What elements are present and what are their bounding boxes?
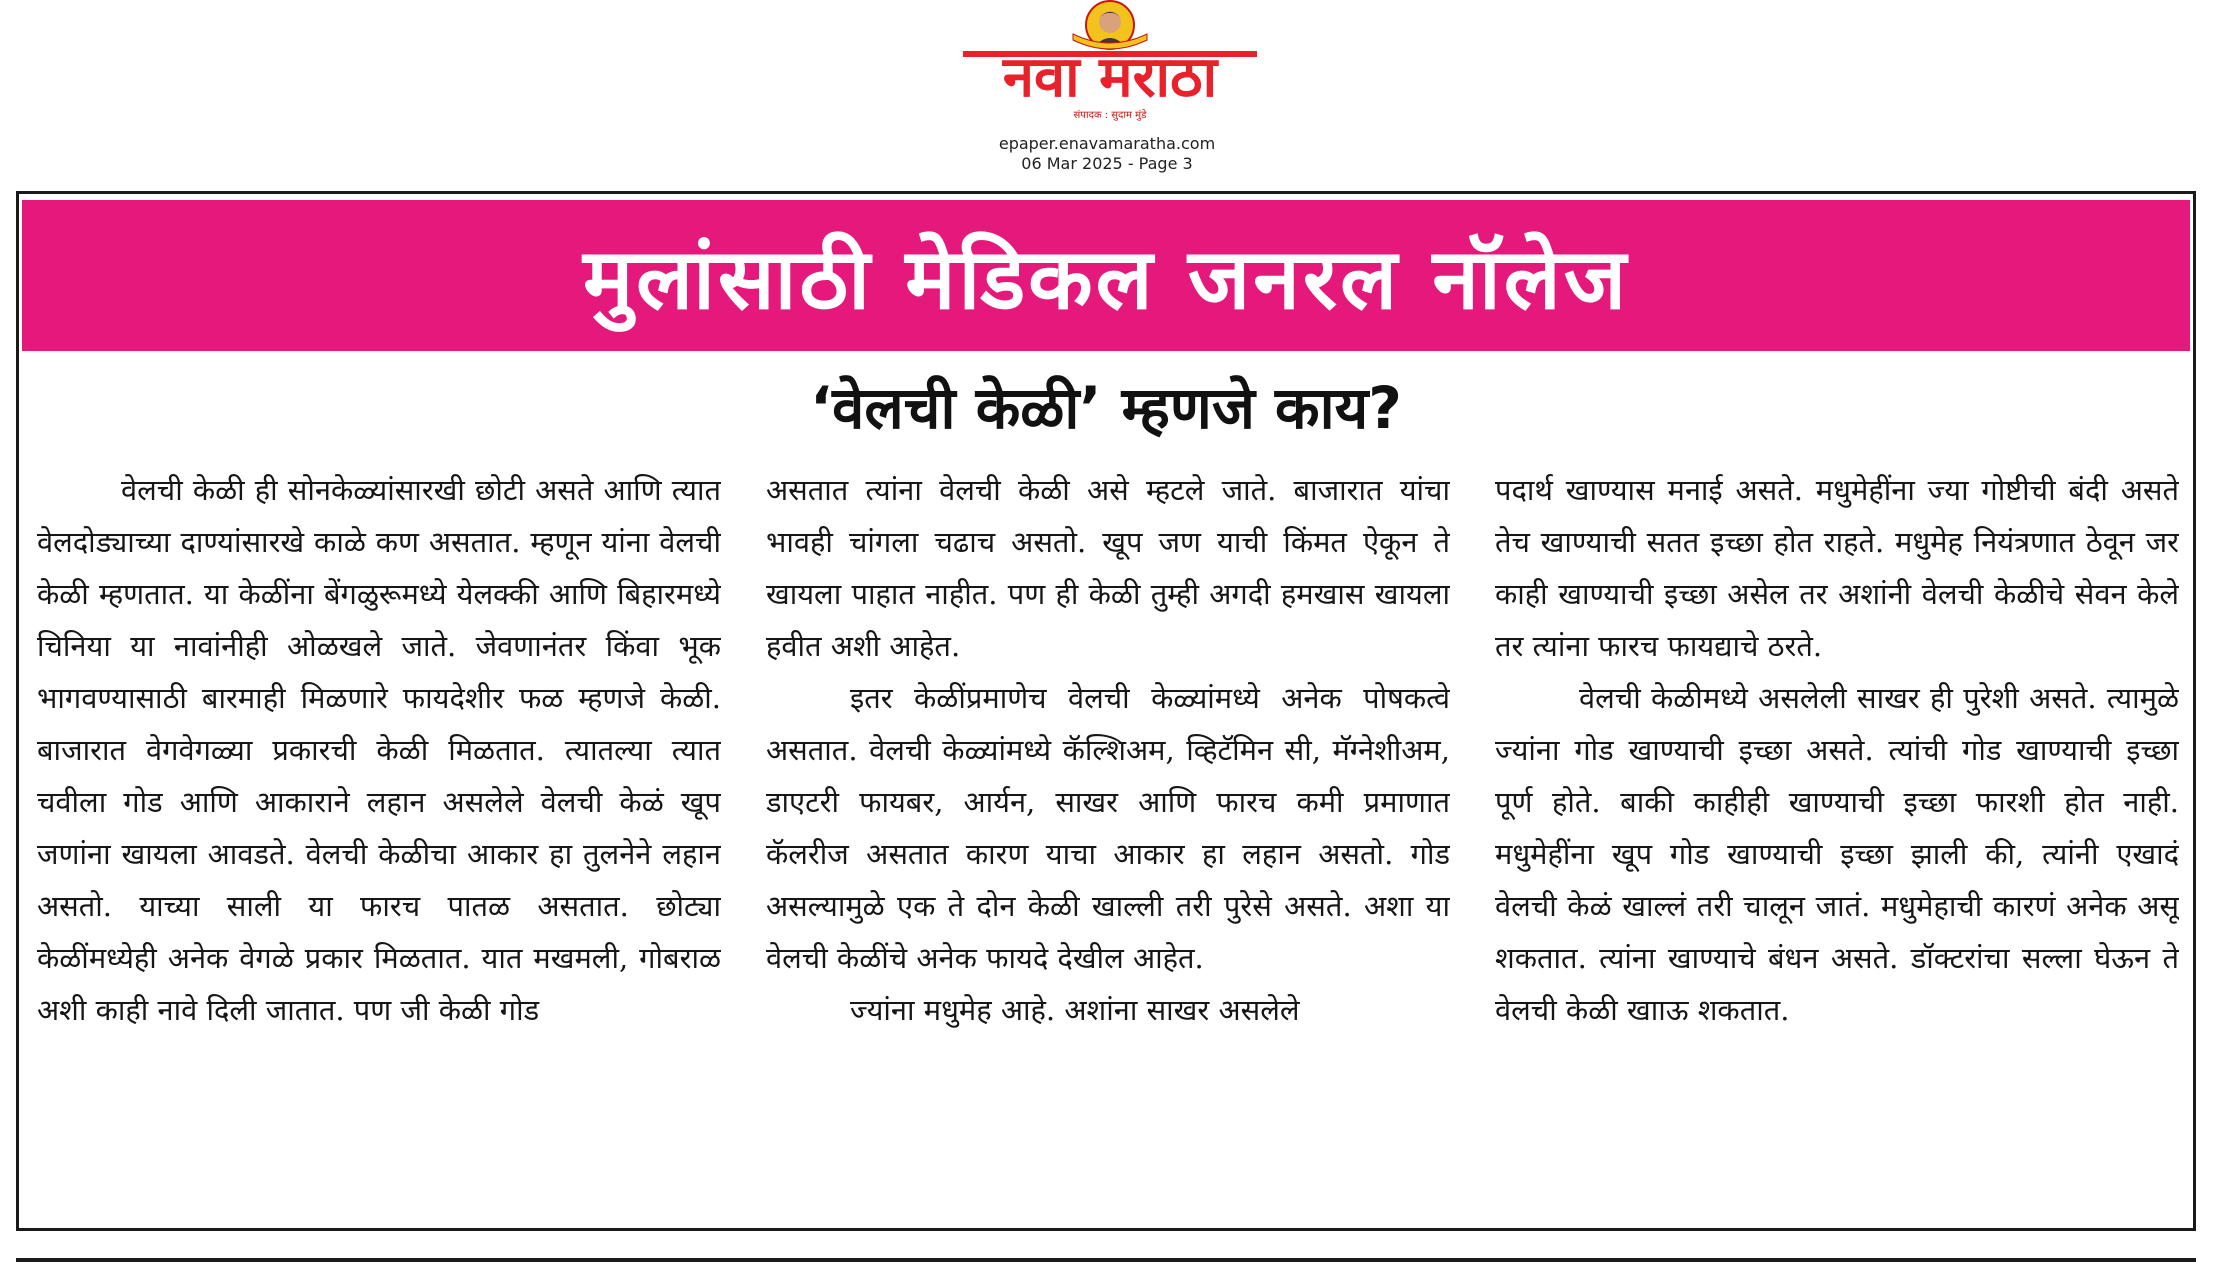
article-paragraph: ज्यांना मधुमेह आहे. अशांना साखर असलेले — [850, 993, 1300, 1027]
logo-wordmark: नवा मराठा — [1002, 45, 1218, 110]
logo-tagline: संपादक : सुदाम मुंडे — [1073, 110, 1147, 121]
epaper-url[interactable]: epaper.enavamaratha.com — [998, 134, 1216, 153]
article-column-1 — [37, 464, 721, 1224]
section-banner — [22, 200, 2190, 351]
article-paragraph: पदार्थ खाण्यास मनाई असते. मधुमेहींना ज्या गोष्टीची बंदी असते तेच खाण्याची सतत इच्छा होत राहते. मधुमेह नियंत्रणात ठेवून जर काही खाण्याची इच्छा असेल तर अशांनी वेलची केळीचे सेवन केले तर त्यांना फारच फायद्याचे ठरते. — [1495, 473, 2179, 663]
article-paragraph: वेलची केळीमध्ये असलेली साखर ही पुरेशी असते. त्यामुळे ज्यांना गोड खाण्याची इच्छा असते. त्यांची गोड खाण्याची इच्छा पूर्ण होते. बाकी काहीही खाण्याची इच्छा फारशी होत नाही. मधुमेहींना खूप गोड खाण्याची इच्छा झाली की, त्यांनी एखादं वेलची केळं खाल्लं तरी चालून जातं. मधुमेहाची कारणं अनेक असू शकतात. त्यांना खाण्याचे बंधन असते. डॉक्टरांचा सल्ला घेऊन ते वेलची केळी खााऊ शकतात. — [1495, 681, 2179, 1027]
navamaratha-logo[interactable] — [955, 0, 1265, 132]
article-paragraph: इतर केळींप्रमाणेच वेलची केळ्यांमध्ये अनेक पोषकत्वे असतात. वेलची केळ्यांमध्ये कॅल्शिअम, व्हिटॅमिन सी, मॅग्नेशीअम, डाएटरी फायबर, आर्यन, साखर आणि फारच कमी प्रमाणात कॅलरीज असतात कारण याचा आकार हा लहान असतो. गोड असल्यामुळे एक ते दोन केळी खाल्ली तरी पुरेसे असते. अशा या वेलची केळींचे अनेक फायदे देखील आहेत. — [766, 681, 1450, 975]
article-column-2 — [766, 464, 1450, 1224]
page-divider — [16, 1258, 2196, 1262]
issue-date-page: 06 Mar 2025 - Page 3 — [1021, 154, 1193, 173]
article-paragraph: असतात त्यांना वेलची केळी असे म्हटले जाते. बाजारात यांचा भावही चांगला चढाच असतो. खूप जण याची किंमत ऐकून ते खायला पाहात नाहीत. पण ही केळी तुम्ही अगदी हमखास खायला हवीत अशी आहेत. — [766, 473, 1450, 663]
article-body — [37, 464, 2179, 1224]
article-headline: ‘वेलची केळी’ म्हणजे काय? — [810, 374, 1402, 442]
section-title: मुलांसाठी मेडिकल जनरल नॉलेज — [582, 230, 1630, 328]
article-paragraph: वेलची केळी ही सोनकेळ्यांसारखी छोटी असते आणि त्यात वेलदोड्याच्या दाण्यांसारखे काळे कण असतात. म्हणून यांना वेलची केळी म्हणतात. या केळींना बेंगळुरूमध्ये येलक्की आणि बिहारमध्ये चिनिया या नावांनीही ओळखले जाते. जेवणानंतर किंवा भूक भागवण्यासाठी बारमाही मिळणारे फायदेशीर फळ म्हणजे केळी. बाजारात वेगवेगळ्या प्रकारची केळी मिळतात. त्यातल्या त्यात चवीला गोड आणि आकाराने लहान असलेले वेलची केळं खूप जणांना खायला आवडते. वेलची केळीचा आकार हा तुलनेने लहान असतो. याच्या साली या फारच पातळ असतात. छोट्या केळींमध्येही अनेक वेगळे प्रकार मिळतात. यात मखमली, गोबराळ अशी काही नावे दिली जातात. पण जी केळी गोड — [37, 473, 721, 1027]
masthead — [0, 0, 2214, 180]
article-frame — [16, 191, 2196, 1231]
article-column-3 — [1495, 464, 2179, 1224]
